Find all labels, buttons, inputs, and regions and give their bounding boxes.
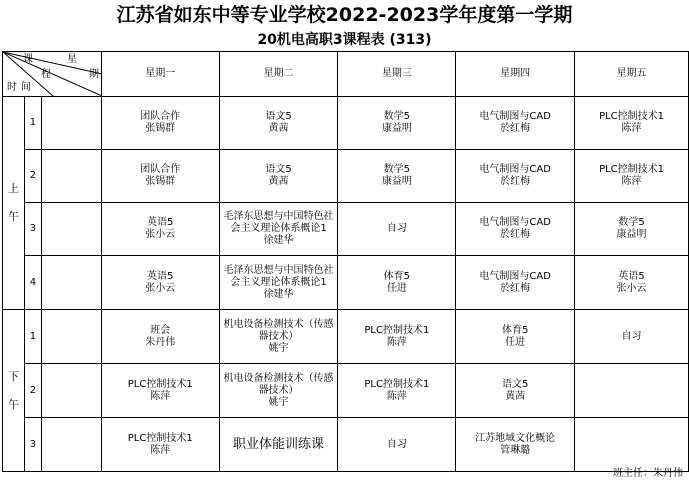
halfday-label-char: 午: [7, 397, 19, 411]
morning-label-cell: [3, 97, 25, 310]
course-name: 毛泽东思想与中国特色社: [223, 211, 334, 222]
page-title: 江苏省如东中等专业学校2022-2023学年度第一学期: [116, 4, 573, 26]
course-name: 体育5: [501, 324, 529, 336]
schedule-subtitle: 20机电高职3课程表 (313): [257, 32, 432, 48]
course-name: 职业体能训练课: [233, 436, 325, 452]
period-spacer-cell: [41, 150, 101, 203]
course-name: 电气制图与CAD: [479, 270, 551, 282]
teacher-name: 於红梅: [500, 176, 531, 187]
course-name: 数学5: [618, 217, 645, 228]
period-number: 4: [24, 256, 41, 310]
class-cell: [338, 310, 456, 364]
period-spacer-cell: [41, 418, 101, 472]
class-cell: [338, 97, 456, 150]
course-name: 江苏地域文化概论: [475, 432, 556, 444]
corner-diagonal-lines: [3, 52, 101, 96]
course-name: 自习: [386, 438, 407, 450]
course-name: 语文5: [265, 111, 292, 122]
class-cell: [575, 203, 689, 256]
course-name: 机电设备检测技术（传感: [223, 318, 334, 330]
course-name: 电气制图与CAD: [479, 164, 551, 175]
schedule-row: [3, 97, 689, 150]
class-cell: [101, 364, 219, 418]
course-name: 语文5: [501, 378, 529, 390]
course-name: 电气制图与CAD: [479, 217, 551, 228]
teacher-name: 张小云: [145, 229, 176, 240]
course-name: 数学5: [383, 164, 411, 175]
class-cell: [219, 418, 338, 472]
teacher-name: 张小云: [616, 282, 647, 294]
corner-label-shi: 时: [7, 82, 17, 93]
teacher-name: 康益明: [381, 123, 412, 134]
teacher-name: 朱丹伟: [145, 336, 176, 348]
course-name: 英语5: [147, 270, 174, 282]
course-name: PLC控制技术1: [599, 111, 665, 122]
class-cell: [456, 310, 575, 364]
schedule-table: [2, 51, 689, 472]
course-name: 自习: [386, 223, 407, 234]
course-name: PLC控制技术1: [599, 164, 665, 175]
course-name: 器技术）: [258, 384, 299, 396]
period-spacer-cell: [41, 97, 101, 150]
halfday-label-char: 上: [7, 182, 19, 195]
teacher-name: 张小云: [145, 282, 176, 294]
day-header-fri: 星期五: [575, 52, 689, 97]
course-name: 会主义理论体系概论1: [230, 276, 327, 288]
class-cell: [456, 256, 575, 310]
teacher-name: 陈萍: [150, 444, 171, 456]
class-cell: [101, 150, 219, 203]
course-name: 团队合作: [140, 164, 181, 175]
teacher-name: 张锡群: [145, 123, 176, 134]
course-name: 班会: [150, 324, 171, 336]
class-cell: [101, 97, 219, 150]
teacher-name: 於红梅: [500, 123, 531, 134]
schedule-row: [3, 310, 689, 364]
course-name: 团队合作: [140, 111, 181, 122]
schedule-row: [3, 364, 689, 418]
teacher-name: 黄茜: [505, 390, 526, 402]
course-name: 机电设备检测技术（传感: [223, 372, 334, 384]
course-name: PLC控制技术1: [127, 378, 193, 390]
class-cell: [219, 364, 338, 418]
teacher-name: 黄茜: [268, 176, 289, 187]
class-cell: [575, 418, 689, 472]
teacher-name: 康益明: [616, 229, 647, 240]
header-row: [3, 52, 689, 97]
afternoon-label-cell: [3, 310, 25, 472]
course-name: 英语5: [147, 217, 174, 228]
course-name: PLC控制技术1: [364, 324, 430, 336]
teacher-name: 徐建华: [263, 235, 294, 246]
teacher-name: 陈萍: [386, 336, 407, 348]
corner-label-cheng: 程: [41, 69, 51, 80]
class-cell: [338, 256, 456, 310]
halfday-label-char: 下: [7, 369, 19, 383]
course-name: 自习: [621, 330, 642, 342]
class-cell: [456, 364, 575, 418]
schedule-row: [3, 418, 689, 472]
course-name: 会主义理论体系概论1: [230, 223, 327, 234]
class-cell: [456, 150, 575, 203]
corner-label-xing: 星: [67, 54, 77, 65]
teacher-name: 管琳璐: [500, 444, 531, 456]
period-spacer-cell: [41, 256, 101, 310]
teacher-name: 於红梅: [500, 282, 531, 294]
teacher-name: 康益明: [381, 176, 412, 187]
period-number: 3: [24, 418, 41, 472]
teacher-name: 黄茜: [268, 123, 289, 134]
homeroom-teacher: 班主任：朱丹伟: [613, 468, 683, 479]
class-cell: [219, 150, 338, 203]
teacher-name: 任进: [386, 282, 407, 294]
class-cell: [219, 310, 338, 364]
class-cell: [101, 418, 219, 472]
class-cell: [338, 364, 456, 418]
course-name: 语文5: [265, 164, 292, 175]
teacher-name: 张锡群: [145, 176, 176, 187]
class-cell: [456, 203, 575, 256]
class-cell: [219, 203, 338, 256]
corner-label-jian: 间: [21, 82, 31, 93]
class-cell: [338, 150, 456, 203]
class-cell: [456, 97, 575, 150]
period-number: 3: [24, 203, 41, 256]
period-number: 2: [24, 364, 41, 418]
course-name: 电气制图与CAD: [479, 111, 551, 122]
day-header-mon: 星期一: [101, 52, 219, 97]
period-number: 1: [24, 97, 41, 150]
course-name: PLC控制技术1: [364, 378, 430, 390]
class-cell: [456, 418, 575, 472]
teacher-name: 陈萍: [621, 123, 642, 134]
period-spacer-cell: [41, 203, 101, 256]
class-cell: [575, 150, 689, 203]
class-cell: [575, 256, 689, 310]
class-cell: [338, 418, 456, 472]
class-cell: [575, 310, 689, 364]
period-spacer-cell: [41, 310, 101, 364]
period-spacer-cell: [41, 364, 101, 418]
day-header-thu: 星期四: [456, 52, 575, 97]
teacher-name: 陈萍: [150, 390, 171, 402]
course-name: 数学5: [383, 111, 411, 122]
schedule-row: [3, 256, 689, 310]
class-cell: [101, 310, 219, 364]
schedule-row: [3, 150, 689, 203]
class-cell: [338, 203, 456, 256]
teacher-name: 任进: [505, 336, 526, 348]
course-name: 毛泽东思想与中国特色社: [223, 264, 334, 276]
period-number: 2: [24, 150, 41, 203]
corner-label-qi: 期: [89, 69, 99, 80]
halfday-label-char: 午: [7, 210, 19, 223]
teacher-name: 陈萍: [386, 390, 407, 402]
day-header-tue: 星期二: [219, 52, 338, 97]
teacher-name: 姚宇: [268, 342, 289, 354]
corner-label-ke: 课: [23, 54, 33, 65]
class-cell: [219, 97, 338, 150]
course-name: 英语5: [618, 270, 645, 282]
teacher-name: 於红梅: [500, 229, 531, 240]
period-number: 1: [24, 310, 41, 364]
class-cell: [101, 203, 219, 256]
corner-header-cell: [3, 52, 102, 97]
teacher-name: 徐建华: [263, 288, 294, 300]
day-header-wed: 星期三: [338, 52, 456, 97]
course-name: PLC控制技术1: [127, 432, 193, 444]
class-cell: [219, 256, 338, 310]
schedule-row: [3, 203, 689, 256]
course-name: 体育5: [383, 270, 411, 282]
class-cell: [575, 364, 689, 418]
teacher-name: 姚宇: [268, 396, 289, 408]
class-cell: [575, 97, 689, 150]
teacher-name: 陈萍: [621, 176, 642, 187]
course-name: 器技术）: [258, 330, 299, 342]
class-cell: [101, 256, 219, 310]
